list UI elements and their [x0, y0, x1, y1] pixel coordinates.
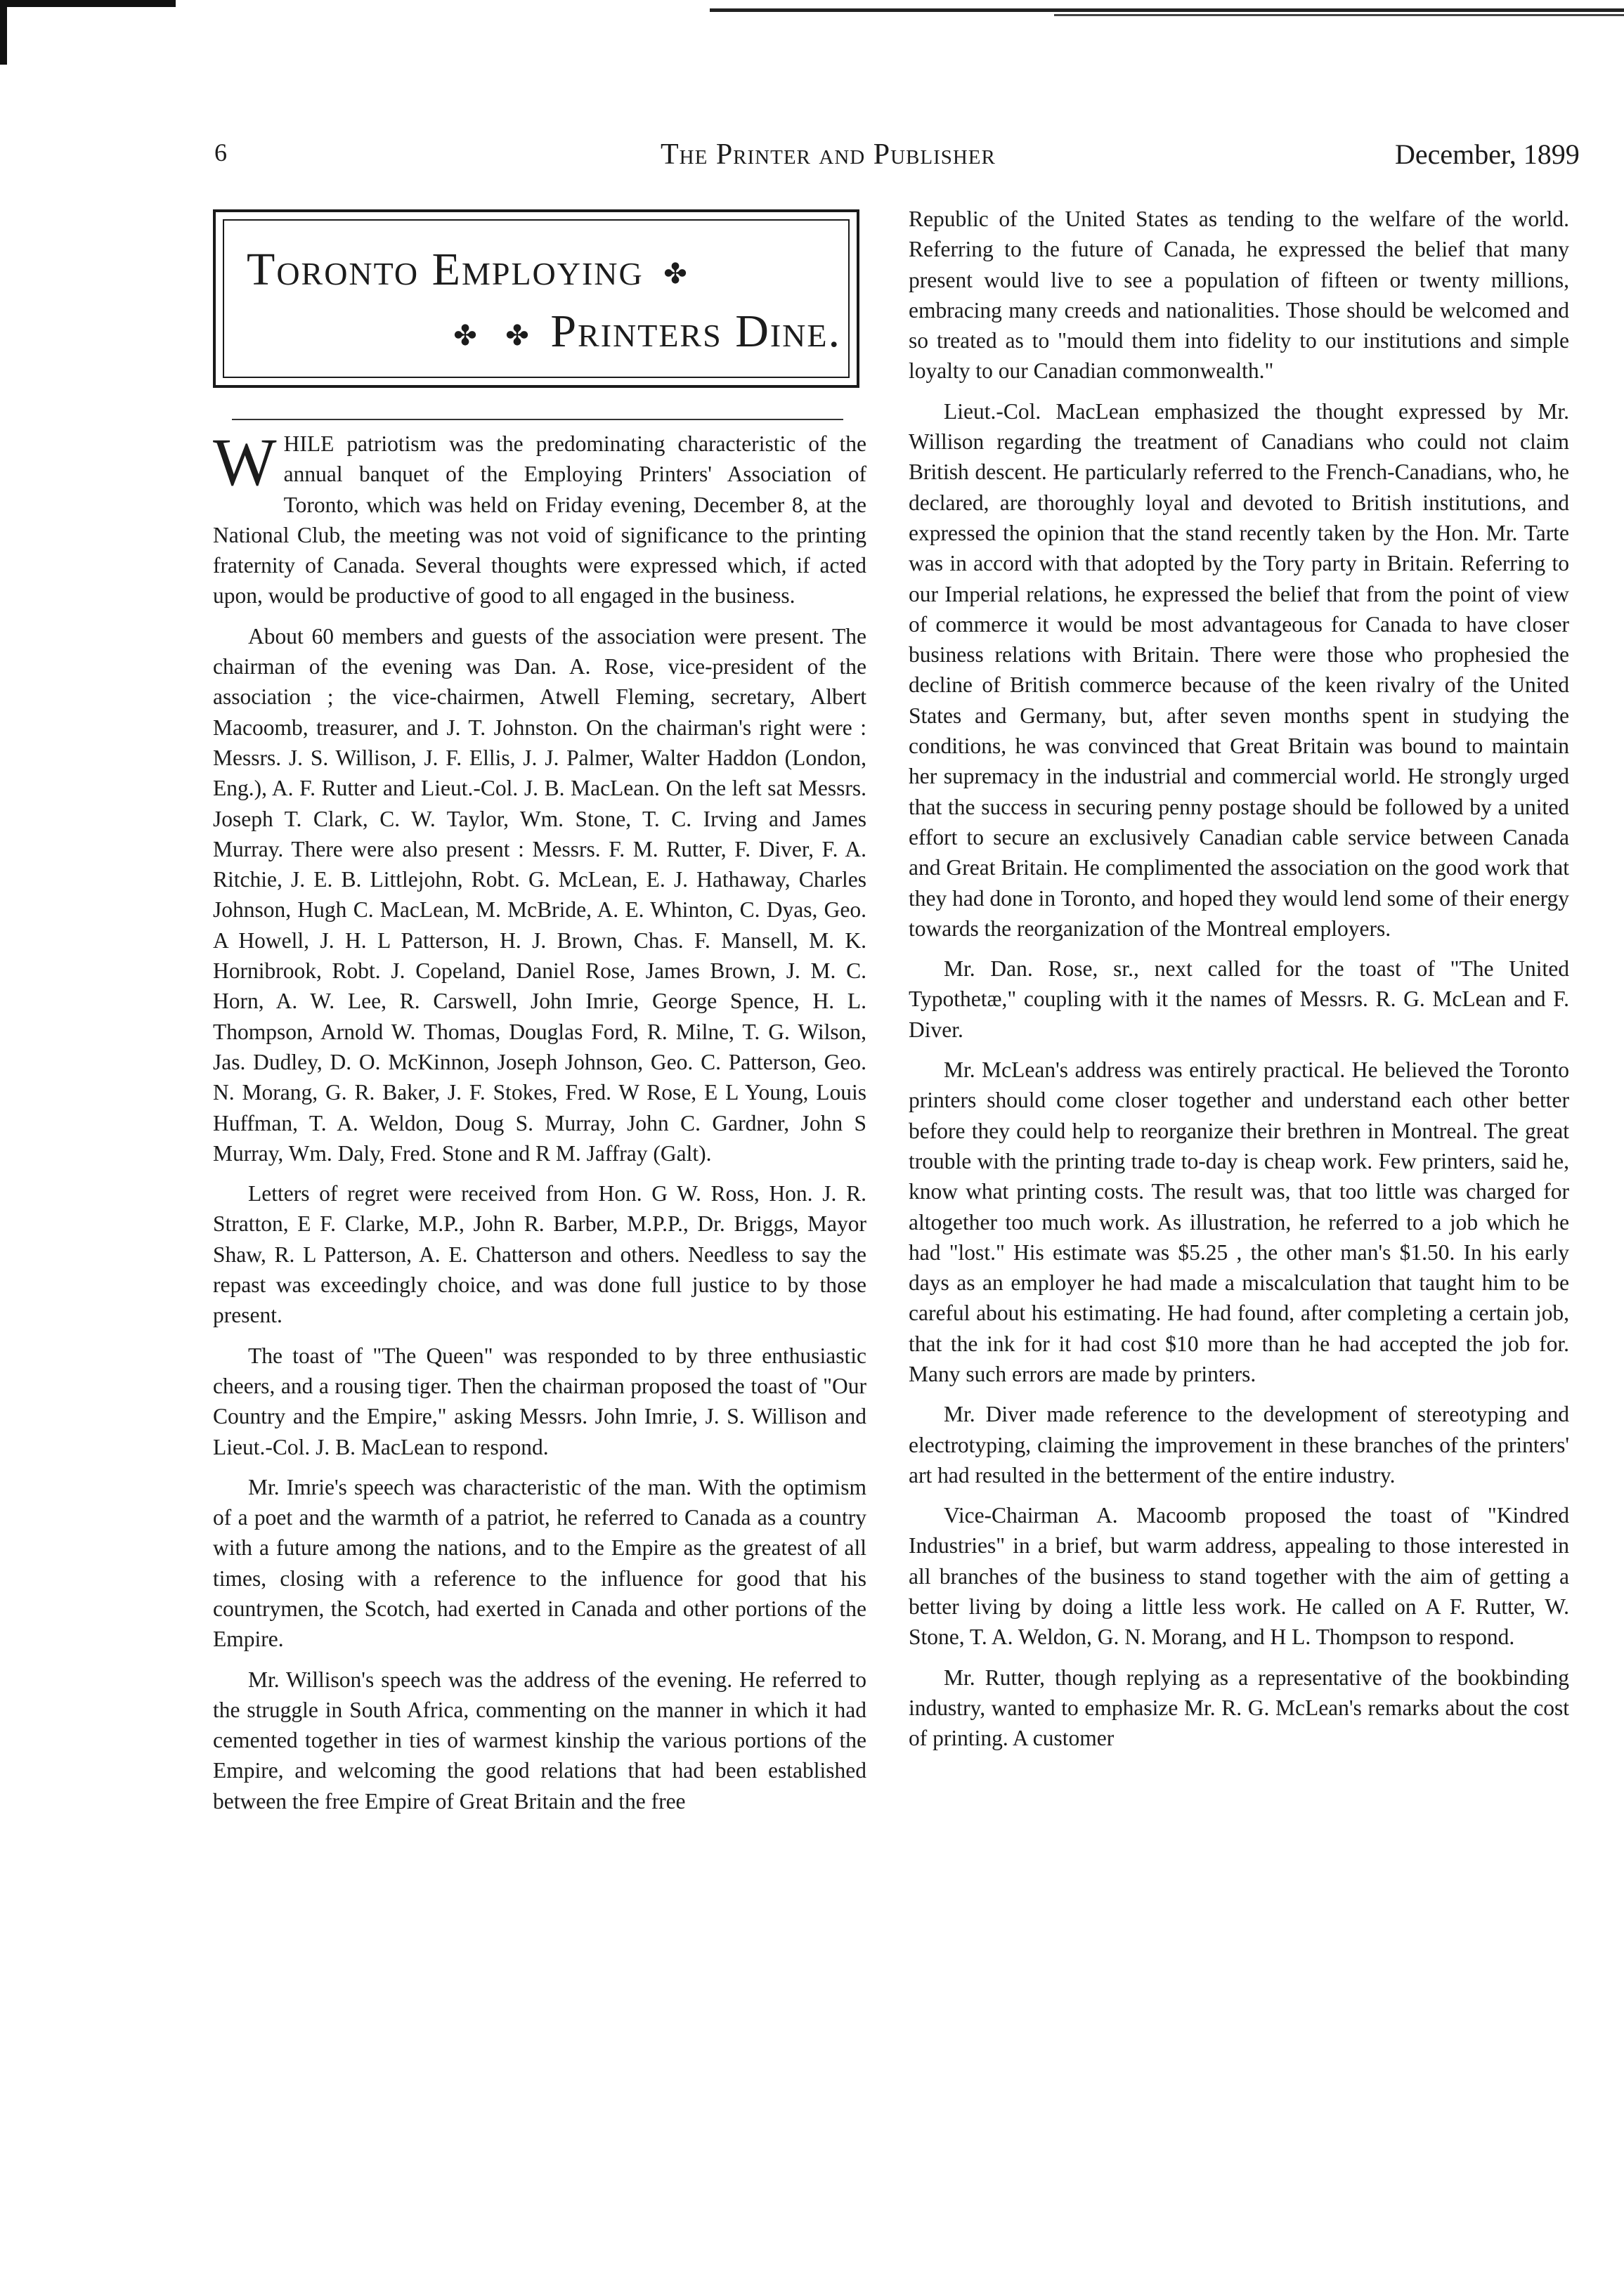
scan-corner-mark-horizontal	[0, 0, 176, 7]
article-paragraph: Mr. Imrie's speech was characteristic of the man. With the optimism of a poet and the warmth of a patriot, he referred to Canada as a country with a future among the nations, and to the Empire as the greatest of all times, closing with a reference to the influence for good that his countrymen, the Scotch, had exerted in Canada and other portions of the Empire.	[213, 1474, 866, 1652]
scan-corner-mark	[0, 0, 7, 65]
article-column-right	[909, 204, 1569, 1764]
top-border-rule	[710, 8, 1624, 12]
article-paragraph	[213, 424, 866, 611]
ornament-icon: ✤	[453, 320, 479, 352]
article-paragraph: Mr. Willison's speech was the address of the evening. He referred to the struggle in South Africa, commenting on the manner in which it had cemented together in ties of warmest kinship the various portions of the Empire, and welcoming the good relations that had been established between the free Empire of Great Britain and the free	[213, 1667, 866, 1814]
ornament-icon: ✤	[663, 258, 689, 290]
title-text-2: Printers Dine.	[550, 306, 841, 357]
article-column-left	[213, 424, 866, 1826]
article-paragraph: Mr. Dan. Rose, sr., next called for the toast of "The United Typothetæ," coupling with it the names of Messrs. R. G. McLean and F. Diver.	[909, 956, 1569, 1042]
ornament-icon: ✤	[505, 320, 531, 352]
article-title-line-2	[446, 305, 841, 358]
paragraph-text: HILE patriotism was the predominating characteristic of the annual banquet of the Employing Printers' Association of Toronto, which was held on Friday evening, December 8, at the National Club, the meeting was not void of significance to the printing fraternity of Canada. Several thoughts were expressed which, if acted upon, would be productive of good to all engaged in the business.	[213, 431, 866, 608]
article-paragraph: Lieut.-Col. MacLean emphasized the thought expressed by Mr. Willison regarding the treatment of Canadians who could not claim British descent. He particularly referred to the French-Canadians, who, he declared, are thoroughly loyal and devoted to British institutions, and expressed the opinion that the stand recently taken by the Hon. Mr. Tarte was in accord with that adopted by the Tory party in Britain. Referring to our Imperial relations, he expressed the belief that from the point of view of commerce it would be most advantageous for Canada to have closer business relations with Britain. There were those who prophesied the decline of British commerce because of the keen rivalry of the United States and Germany, but, after seven months spent in studying the conditions, he was convinced that Great Britain was bound to maintain her supremacy in the industrial and commercial world. He strongly urged that the success in securing penny postage should be followed by a united effort to secure an exclusively Canadian cable service between Canada and Great Britain. He complimented the association on the good work that they had done in Toronto, and hoped they would lend some of their energy towards the reorganization of the Montreal employers.	[909, 398, 1569, 941]
article-paragraph: The toast of "The Queen" was responded to by three enthusiastic cheers, and a rousing tiger. Then the chairman proposed the toast of "Our Country and the Empire," asking Messrs. John Imrie, J. S. Willison and Lieut.-Col. J. B. MacLean to respond.	[213, 1343, 866, 1459]
title-text-1: Toronto Employing	[247, 244, 644, 295]
article-paragraph: Vice-Chairman A. Macoomb proposed the toast of "Kindred Industries" in a brief, but warm address, appealing to those interested in all branches of the business to stand together with the aim of getting a better living by doing a little less work. He called on A F. Rutter, W. Stone, T. A. Weldon, G. N. Morang, and H L. Thompson to respond.	[909, 1503, 1569, 1650]
article-paragraph: Republic of the United States as tending to the welfare of the world. Referring to the future of Canada, he expressed the belief that many present would live to see a population of fifteen or twenty millions, embracing many creeds and nationalities. Those should be welcomed and so treated as to "mould them into fidelity to our institutions and simple loyalty to our Canadian commonwealth."	[909, 207, 1569, 384]
top-border-rule-secondary	[1054, 14, 1624, 16]
article-paragraph: About 60 members and guests of the association were present. The chairman of the evening was Dan. A. Rose, vice-president of the association ; the vice-chairmen, Atwell Fleming, secretary, Albert Macoomb, treasurer, and J. T. Johnston. On the chairman's right were : Messrs. J. S. Willison, J. F. Ellis, J. J. Palmer, Walter Haddon (London, Eng.), A. F. Rutter and Lieut.-Col. J. B. MacLean. On the left sat Messrs. Joseph T. Clark, C. W. Taylor, Wm. Stone, T. C. Irving and James Murray. There were also present : Messrs. F. M. Rutter, F. Diver, F. A. Ritchie, J. E. B. Littlejohn, Robt. G. McLean, E. J. Hathaway, Charles Johnson, Hugh C. MacLean, M. McBride, A. E. Whinton, C. Dyas, Geo. A Howell, J. H. L Patterson, H. J. Brown, Chas. F. Mansell, M. K. Hornibrook, Robt. J. Copeland, Daniel Rose, James Brown, J. M. C. Horn, A. W. Lee, R. Carswell, John Imrie, George Spence, H. L. Thompson, Arnold W. Thomas, Douglas Ford, R. Milne, T. G. Wilson, Jas. Dudley, D. O. McKinnon, Joseph Johnson, Geo. C. Patterson, Geo. N. Morang, G. R. Baker, J. F. Stokes, Fred. W Rose, E L Young, Louis Huffman, T. A. Weldon, Doug S. Murray, John C. Gardner, John S Murray, Wm. Daly, Fred. Stone and R M. Jaffray (Galt).	[213, 623, 866, 1166]
article-paragraph: Mr. Diver made reference to the development of stereotyping and electrotyping, claiming the improvement in these branches of the printers' art had resulted in the betterment of the entire industry.	[909, 1402, 1569, 1487]
page-number: 6	[214, 138, 227, 167]
article-paragraph: Mr. Rutter, though replying as a representative of the bookbinding industry, wanted to emphasize Mr. R. G. McLean's remarks about the cost of printing. A customer	[909, 1665, 1569, 1751]
article-paragraph: Letters of regret were received from Hon. G W. Ross, Hon. J. R. Stratton, E F. Clarke, M.P., John R. Barber, M.P.P., Dr. Briggs, Mayor Shaw, R. L Patterson, A. E. Chatterson and others. Needless to say the repast was exceedingly choice, and was done full justice to by those present.	[213, 1181, 866, 1328]
article-title-line-1	[247, 243, 696, 297]
journal-title: The Printer and Publisher	[661, 138, 996, 171]
article-paragraph: Mr. McLean's address was entirely practical. He believed the Toronto printers should come closer together and understand each other better before they could help to reorganize their brethren in Montreal. The great trouble with the printing trade to-day is cheap work. Few printers, said he, know what printing costs. The result was, that too little was charged for altogether too much work. As illustration, he referred to a job which he had "lost." His estimate was $5.25 , the other man's $1.50. In his early days as an employer he had made a miscalculation that taught him to be careful about his estimating. He had found, after completing a certain job, that the ink for it had cost $10 more than he had accepted the job for. Many such errors are made by printers.	[909, 1057, 1569, 1386]
running-head	[0, 138, 1624, 180]
title-underline-rule	[232, 419, 843, 420]
article-title-box	[213, 209, 859, 388]
issue-date: December, 1899	[1395, 138, 1580, 170]
drop-cap: W	[213, 424, 277, 500]
